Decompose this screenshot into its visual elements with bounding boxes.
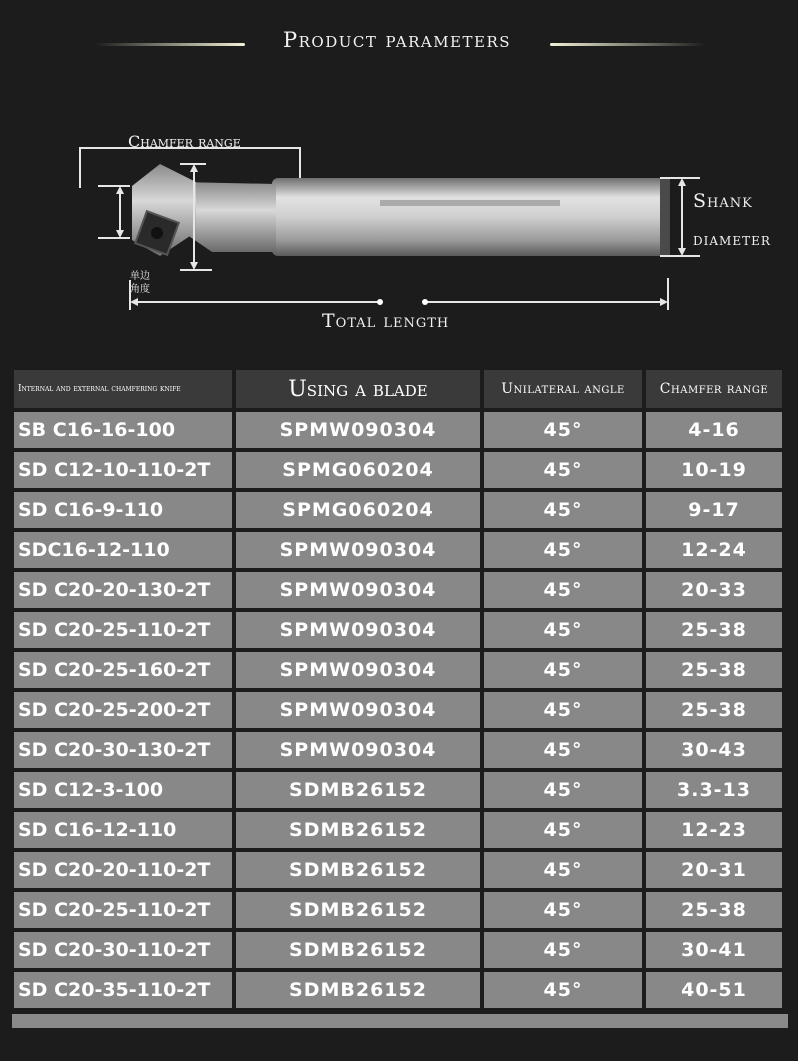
model-cell: SD C20-25-200-2T bbox=[14, 692, 232, 728]
table-footer-bar bbox=[12, 1014, 788, 1028]
model-cell: SDC16-12-110 bbox=[14, 532, 232, 568]
angle-cell: 45° bbox=[484, 572, 642, 608]
table-header-row bbox=[14, 370, 782, 408]
angle-note-line-2: 角度 bbox=[130, 284, 150, 295]
table-row bbox=[14, 492, 782, 528]
parameters-table-section bbox=[0, 350, 798, 1061]
blade-cell: SPMG060204 bbox=[236, 452, 480, 488]
title-decor-left bbox=[95, 43, 245, 46]
angle-cell: 45° bbox=[484, 772, 642, 808]
parameters-table bbox=[10, 366, 786, 1012]
diameter-label: diameter bbox=[693, 230, 771, 250]
table-body bbox=[14, 412, 782, 1008]
table-row bbox=[14, 972, 782, 1008]
range-cell: 25-38 bbox=[646, 892, 782, 928]
range-cell: 9-17 bbox=[646, 492, 782, 528]
blade-cell: SDMB26152 bbox=[236, 892, 480, 928]
table-row bbox=[14, 732, 782, 768]
angle-cell: 45° bbox=[484, 612, 642, 648]
table-row bbox=[14, 612, 782, 648]
range-cell: 25-38 bbox=[646, 692, 782, 728]
range-cell: 20-33 bbox=[646, 572, 782, 608]
blade-cell: SPMW090304 bbox=[236, 612, 480, 648]
model-cell: SD C12-10-110-2T bbox=[14, 452, 232, 488]
model-cell: SD C16-9-110 bbox=[14, 492, 232, 528]
range-cell: 12-24 bbox=[646, 532, 782, 568]
blade-cell: SPMW090304 bbox=[236, 732, 480, 768]
angle-cell: 45° bbox=[484, 652, 642, 688]
angle-cell: 45° bbox=[484, 892, 642, 928]
model-cell: SD C20-20-110-2T bbox=[14, 852, 232, 888]
title-decor-right bbox=[550, 43, 705, 46]
blade-cell: SPMW090304 bbox=[236, 532, 480, 568]
angle-note-line-1: 单边 bbox=[130, 271, 150, 282]
angle-cell: 45° bbox=[484, 532, 642, 568]
range-cell: 40-51 bbox=[646, 972, 782, 1008]
model-cell: SD C20-35-110-2T bbox=[14, 972, 232, 1008]
tool-diagram bbox=[0, 120, 798, 350]
model-cell: SD C20-20-130-2T bbox=[14, 572, 232, 608]
table-row bbox=[14, 812, 782, 848]
angle-cell: 45° bbox=[484, 852, 642, 888]
range-cell: 30-43 bbox=[646, 732, 782, 768]
model-cell: SD C16-12-110 bbox=[14, 812, 232, 848]
blade-cell: SPMG060204 bbox=[236, 492, 480, 528]
blade-cell: SDMB26152 bbox=[236, 932, 480, 968]
angle-cell: 45° bbox=[484, 732, 642, 768]
blade-cell: SPMW090304 bbox=[236, 572, 480, 608]
range-cell: 12-23 bbox=[646, 812, 782, 848]
angle-cell: 45° bbox=[484, 492, 642, 528]
model-cell: SD C20-25-160-2T bbox=[14, 652, 232, 688]
range-cell: 25-38 bbox=[646, 612, 782, 648]
table-row bbox=[14, 892, 782, 928]
table-row bbox=[14, 692, 782, 728]
range-cell: 25-38 bbox=[646, 652, 782, 688]
angle-cell: 45° bbox=[484, 412, 642, 448]
angle-cell: 45° bbox=[484, 452, 642, 488]
range-cell: 3.3-13 bbox=[646, 772, 782, 808]
range-cell: 10-19 bbox=[646, 452, 782, 488]
blade-cell: SPMW090304 bbox=[236, 412, 480, 448]
range-cell: 20-31 bbox=[646, 852, 782, 888]
angle-cell: 45° bbox=[484, 932, 642, 968]
header-blade: Using a blade bbox=[236, 370, 480, 408]
header-chamfer-range: Chamfer range bbox=[646, 370, 782, 408]
angle-cell: 45° bbox=[484, 812, 642, 848]
blade-cell: SDMB26152 bbox=[236, 772, 480, 808]
table-row bbox=[14, 772, 782, 808]
table-row bbox=[14, 572, 782, 608]
chamfer-range-label: Chamfer range bbox=[128, 132, 241, 151]
blade-cell: SPMW090304 bbox=[236, 652, 480, 688]
table-row bbox=[14, 852, 782, 888]
model-cell: SD C20-25-110-2T bbox=[14, 612, 232, 648]
model-cell: SB C16-16-100 bbox=[14, 412, 232, 448]
model-cell: SD C20-30-110-2T bbox=[14, 932, 232, 968]
model-cell: SD C12-3-100 bbox=[14, 772, 232, 808]
blade-cell: SDMB26152 bbox=[236, 852, 480, 888]
blade-cell: SPMW090304 bbox=[236, 692, 480, 728]
table-row bbox=[14, 532, 782, 568]
blade-cell: SDMB26152 bbox=[236, 972, 480, 1008]
range-cell: 4-16 bbox=[646, 412, 782, 448]
total-length-label: Total length bbox=[322, 310, 450, 332]
angle-cell: 45° bbox=[484, 972, 642, 1008]
table-row bbox=[14, 932, 782, 968]
model-cell: SD C20-25-110-2T bbox=[14, 892, 232, 928]
unilateral-angle-note bbox=[130, 270, 160, 296]
page-title: Product parameters bbox=[282, 28, 512, 52]
shank-label: Shank bbox=[693, 190, 753, 212]
angle-cell: 45° bbox=[484, 692, 642, 728]
table-row bbox=[14, 452, 782, 488]
header-angle: Unilateral angle bbox=[484, 370, 642, 408]
model-cell: SD C20-30-130-2T bbox=[14, 732, 232, 768]
header-model: Internal and external chamfering knife bbox=[14, 370, 232, 408]
range-cell: 30-41 bbox=[646, 932, 782, 968]
table-row bbox=[14, 652, 782, 688]
title-section bbox=[0, 24, 798, 64]
table-row bbox=[14, 412, 782, 448]
blade-cell: SDMB26152 bbox=[236, 812, 480, 848]
